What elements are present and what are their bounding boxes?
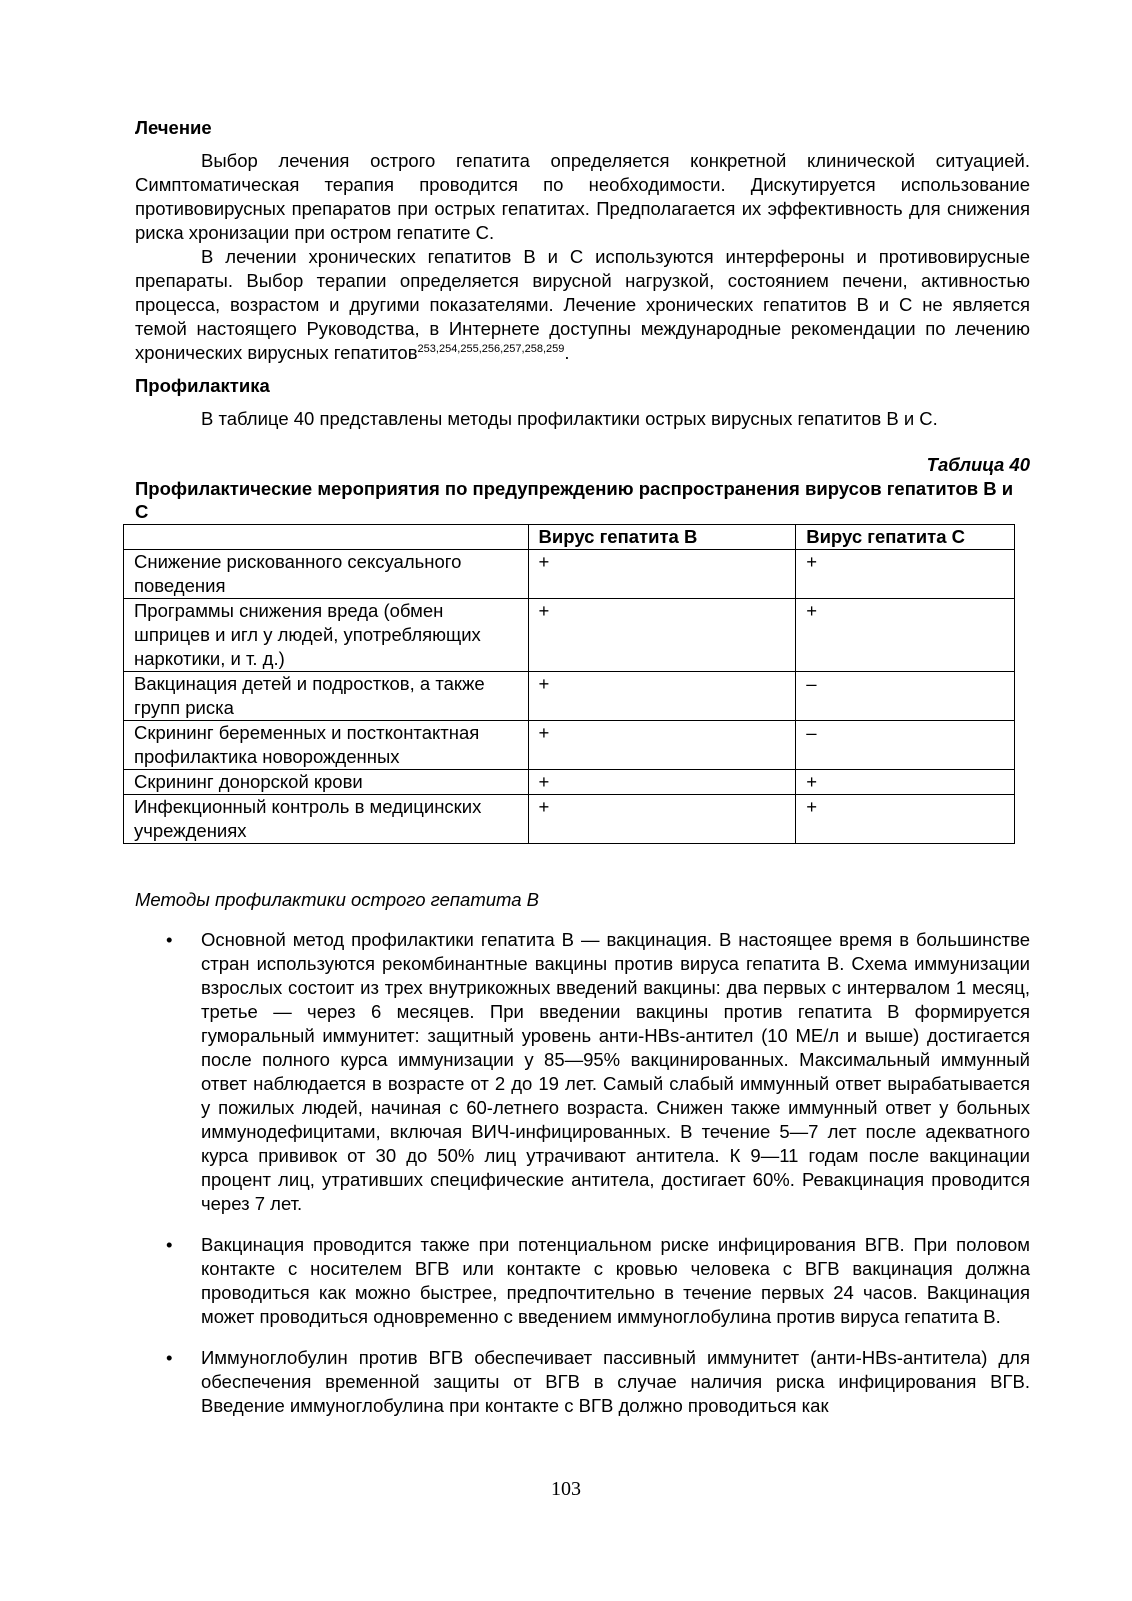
table-cell-hbv: +	[528, 599, 796, 672]
bullet-icon: •	[166, 929, 173, 950]
table-row	[124, 795, 1015, 844]
table-header-row	[124, 525, 1015, 550]
table-header-hbv: Вирус гепатита В	[528, 525, 796, 550]
table-row	[124, 770, 1015, 795]
table-cell-hcv: +	[796, 550, 1015, 599]
table-cell-hbv: +	[528, 795, 796, 844]
table-cell-hbv: +	[528, 550, 796, 599]
table-row	[124, 721, 1015, 770]
table-row	[124, 550, 1015, 599]
prevention-heading: Профилактика	[135, 375, 270, 396]
table-title: Профилактические мероприятия по предупреждению распространения вирусов гепатитов В и С	[135, 478, 1014, 522]
list-item	[135, 1346, 1030, 1418]
prevention-table	[123, 524, 1015, 844]
table-cell-hbv: +	[528, 672, 796, 721]
table-row	[124, 672, 1015, 721]
table-cell-hbv: +	[528, 770, 796, 795]
table-cell-hcv: –	[796, 721, 1015, 770]
table-cell-hcv: –	[796, 672, 1015, 721]
table-cell-measure: Вакцинация детей и подростков, а также групп риска	[124, 672, 529, 721]
table-label: Таблица 40	[926, 454, 1030, 475]
treatment-paragraph-2	[135, 245, 1030, 365]
table-cell-measure: Скрининг беременных и постконтактная профилактика новорожденных	[124, 721, 529, 770]
list-item	[135, 1233, 1030, 1329]
table-cell-measure: Программы снижения вреда (обмен шприцев и игл у людей, употребляющих наркотики, и т. д.)	[124, 599, 529, 672]
table-cell-measure: Снижение рискованного сексуального поведения	[124, 550, 529, 599]
treatment-paragraph-1: Выбор лечения острого гепатита определяется конкретной клинической ситуацией. Симптоматическая терапия проводится по необходимости. Дискутируется использование противовирусных препаратов при острых гепатитах. Предполагается их эффективность для снижения риска хронизации при остром гепатите С.	[135, 150, 1030, 243]
table-header-measure	[124, 525, 529, 550]
reference-numbers: 253,254,255,256,257,258,259	[417, 343, 565, 355]
table-cell-hcv: +	[796, 599, 1015, 672]
table-cell-hbv: +	[528, 721, 796, 770]
bullet-icon: •	[166, 1234, 173, 1255]
table-cell-hcv: +	[796, 770, 1015, 795]
list-item-text: Вакцинация проводится также при потенциальном риске инфицирования ВГВ. При половом контакте с носителем ВГВ или контакте с кровью человека с ВГВ вакцинация должна проводиться как можно быстрее, предпочтительно в течение первых 24 часов. Вакцинация может проводиться одновременно с введением иммуноглобулина против вируса гепатита В.	[201, 1234, 1030, 1327]
list-item-text: Основной метод профилактики гепатита В — вакцинация. В настоящее время в большинстве стран используются рекомбинантные вакцины против вируса гепатита В. Схема иммунизации взрослых состоит из трех внутрикожных введений вакцины: два первых с интервалом 1 месяц, третье — через 6 месяцев. При введении вакцины против гепатита В формируется гуморальный иммунитет: защитный уровень анти-HBs-антител (10 МЕ/л и выше) достигается после полного курса иммунизации у 85—95% вакцинированных. Максимальный иммунный ответ наблюдается в возрасте от 2 до 19 лет. Самый слабый иммунный ответ вырабатывается у пожилых людей, начиная с 60-летнего возраста. Снижен также иммунный ответ у больных иммунодефицитами, включая ВИЧ-инфицированных. В течение 5—7 лет после адекватного курса прививок от 30 до 50% лиц утрачивают антитела. К 9—11 годам после вакцинации процент лиц, утративших специфические антитела, достигает 60%. Ревакцинация проводится через 7 лет.	[201, 929, 1030, 1214]
bullet-icon: •	[166, 1347, 173, 1368]
treatment-paragraph-2-text: В лечении хронических гепатитов В и С используются интерфероны и противовирусные препараты. Выбор терапии определяется вирусной нагрузкой, состоянием печени, активностью процесса, возрастом и другими показателями. Лечение хронических гепатитов В и С не является темой настоящего Руководства, в Интернете доступны международные рекомендации по лечению хронических вирусных гепатитов	[135, 246, 1030, 363]
treatment-heading: Лечение	[135, 117, 212, 138]
page-number: 103	[551, 1478, 581, 1500]
list-item-text: Иммуноглобулин против ВГВ обеспечивает пассивный иммунитет (анти-HBs-антитела) для обеспечения временной защиты от ВГВ в случае наличия риска инфицирования ВГВ. Введение иммуноглобулина при контакте с ВГВ должно проводиться как	[201, 1347, 1030, 1416]
page-content	[135, 115, 1030, 1435]
methods-subheading: Методы профилактики острого гепатита В	[135, 889, 540, 910]
methods-list	[135, 928, 1030, 1418]
prevention-intro: В таблице 40 представлены методы профилактики острых вирусных гепатитов В и С.	[201, 408, 938, 429]
table-row	[124, 599, 1015, 672]
table-header-hcv: Вирус гепатита С	[796, 525, 1015, 550]
table-cell-hcv: +	[796, 795, 1015, 844]
table-cell-measure: Инфекционный контроль в медицинских учреждениях	[124, 795, 529, 844]
list-item	[135, 928, 1030, 1216]
reference-tail: .	[564, 342, 570, 363]
table-cell-measure: Скрининг донорской крови	[124, 770, 529, 795]
